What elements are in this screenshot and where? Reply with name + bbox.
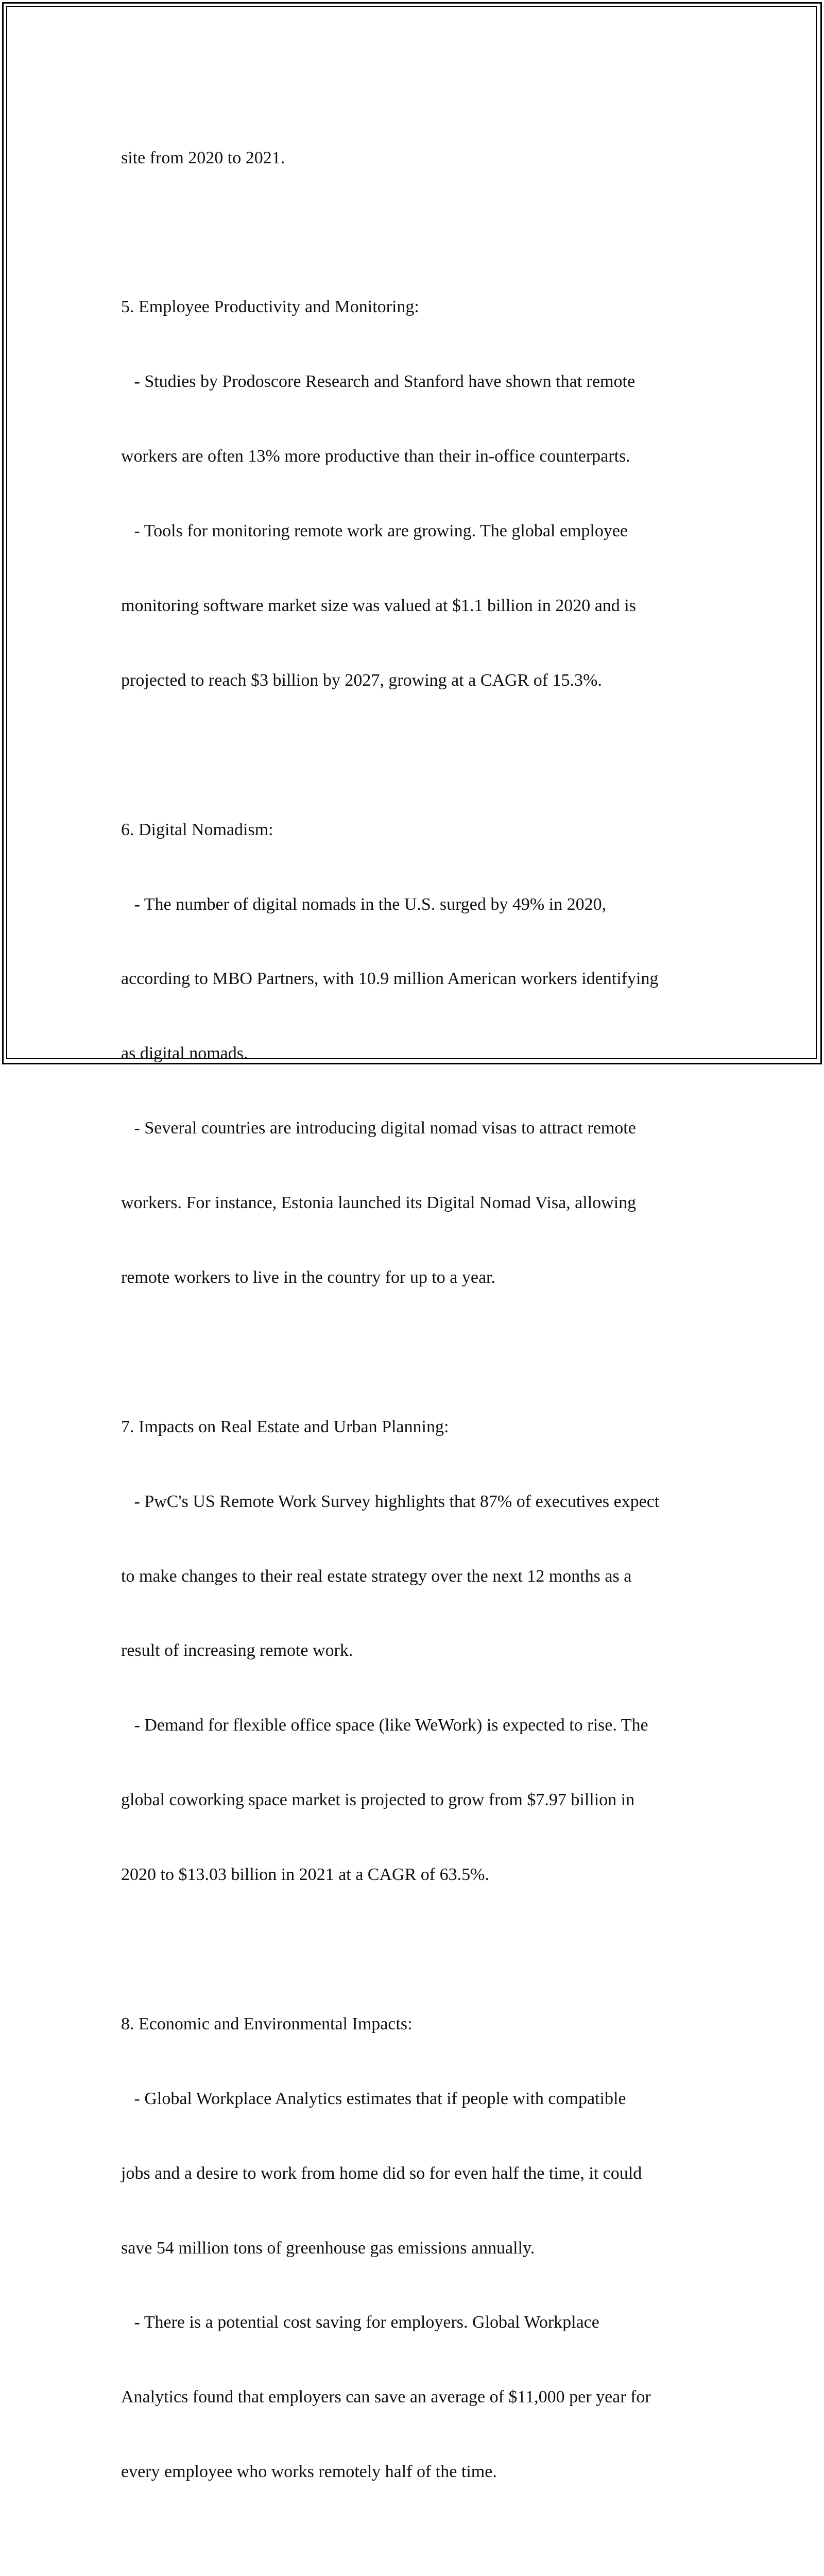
text-line: jobs and a desire to work from home did so for even half the time, it could [121,2163,642,2183]
blank-line [121,1340,718,1365]
text-line: projected to reach $3 billion by 2027, growing at a CAGR of 15.3%. [121,670,602,690]
text-line: - Several countries are introducing digital nomad visas to attract remote [121,1118,636,1138]
text-line: - Tools for monitoring remote work are growing. The global employee [121,521,628,541]
text-line: every employee who works remotely half of the time. [121,2462,497,2482]
text-line: according to MBO Partners, with 10.9 million American workers identifying [121,969,659,989]
blank-line [121,1937,718,1962]
text-line: Analytics found that employers can save an average of $11,000 per year for [121,2387,651,2407]
blank-line [121,220,718,245]
text-line: as digital nomads. [121,1044,248,1063]
text-line: remote workers to live in the country for up to a year. [121,1267,495,1287]
text-line: to make changes to their real estate strategy over the next 12 months as a [121,1566,632,1586]
text-line: - Global Workplace Analytics estimates that if people with compatible [121,2089,626,2108]
text-line: 2020 to $13.03 billion in 2021 at a CAGR of 63.5%. [121,1865,489,1885]
text-line: site from 2020 to 2021. [121,148,285,167]
text-line: monitoring software market size was valued at $1.1 billion in 2020 and is [121,596,636,615]
text-line: - Demand for flexible office space (like WeWork) is expected to rise. The [121,1716,648,1735]
section-heading-5: 5. Employee Productivity and Monitoring: [121,297,419,317]
blank-line [121,743,718,768]
blank-line [121,2534,718,2559]
text-line: - Studies by Prodoscore Research and Stanford have shown that remote [121,372,636,392]
text-line: workers. For instance, Estonia launched its Digital Nomad Visa, allowing [121,1193,637,1213]
text-line: result of increasing remote work. [121,1641,353,1660]
text-line: - There is a potential cost saving for employers. Global Workplace [121,2313,599,2332]
section-heading-8: 8. Economic and Environmental Impacts: [121,2014,413,2033]
text-line: global coworking space market is projected to grow from $7.97 billion in [121,1790,635,1810]
text-line: - The number of digital nomads in the U.S. surged by 49% in 2020, [121,894,607,914]
text-line: save 54 million tons of greenhouse gas emissions annually. [121,2238,535,2258]
text-line: workers are often 13% more productive than their in-office counterparts. [121,447,630,466]
section-heading-7: 7. Impacts on Real Estate and Urban Planning: [121,1417,449,1436]
section-heading-6: 6. Digital Nomadism: [121,820,273,839]
text-line: - PwC's US Remote Work Survey highlights that 87% of executives expect [121,1492,660,1511]
document-body [121,96,718,2576]
